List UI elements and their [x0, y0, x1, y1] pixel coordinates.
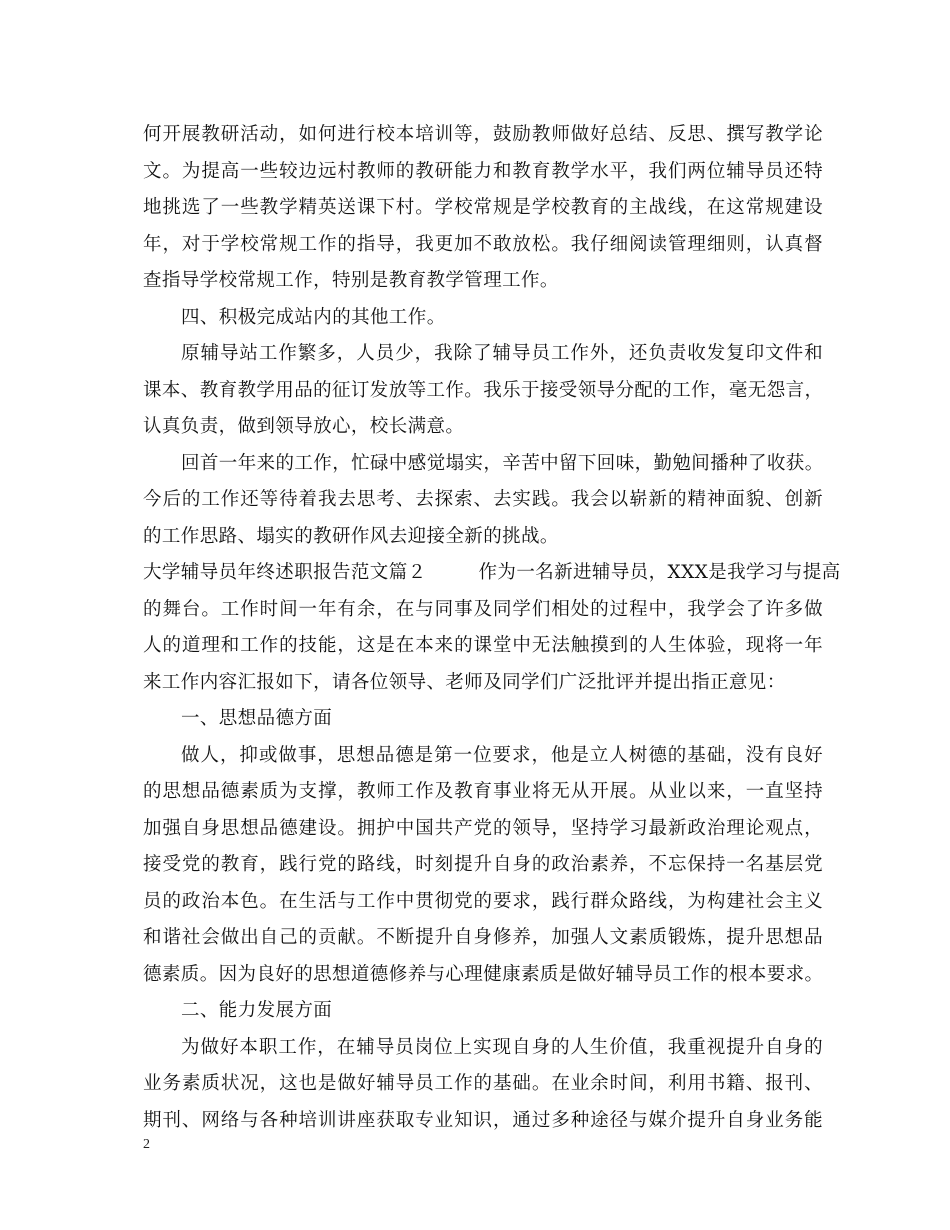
paragraph-line: 为做好本职工作，在辅导员岗位上实现自身的人生价值，我重视提升自身的	[181, 1036, 823, 1058]
paragraph-line: 加强自身思想品德建设。拥护中国共产党的领导，坚持学习最新政治理论观点，	[143, 817, 823, 839]
article-title-line	[143, 555, 841, 592]
section-heading: 一、思想品德方面	[181, 708, 333, 729]
paragraph-line: 的工作思路、塌实的教研作风去迎接全新的挑战。	[143, 525, 559, 547]
paragraph-line: 地挑选了一些教学精英送课下村。学校常规是学校教育的主战线，在这常规建设	[143, 197, 823, 218]
paragraph-line: 回首一年来的工作，忙碌中感觉塌实，辛苦中留下回味，勤勉间播种了收获。	[181, 452, 824, 474]
paragraph-line: 认真负责，做到领导放心，校长满意。	[143, 416, 465, 437]
section-heading: 二、能力发展方面	[181, 1000, 333, 1021]
article-intro: 作为一名新进辅导员，XXX是我学习与提高	[478, 562, 841, 583]
paragraph-line: 人的道理和工作的技能，这是在本来的课堂中无法触摸到的人生体验，现将一年	[143, 635, 823, 656]
paragraph-line: 员的政治本色。在生活与工作中贯彻党的要求，践行群众路线，为构建社会主义	[143, 890, 823, 912]
paragraph-line: 做人，抑或做事，思想品德是第一位要求，他是立人树德的基础，没有良好	[181, 744, 823, 766]
section-heading: 四、积极完成站内的其他工作。	[181, 306, 446, 328]
paragraph-line: 年，对于学校常规工作的指导，我更加不敢放松。我仔细阅读管理细则，认真督	[143, 233, 823, 255]
paragraph-line: 何开展教研活动，如何进行校本培训等，鼓励教师做好总结、反思、撰写教学论	[143, 124, 823, 145]
document-body	[143, 117, 841, 1139]
page-number: 2	[143, 1137, 150, 1152]
paragraph-line: 接受党的教育，践行党的路线，时刻提升自身的政治素养，不忘保持一名基层党	[143, 854, 823, 875]
paragraph-line: 的思想品德素质为支撑，教师工作及教育事业将无从开展。从业以来，一直坚持	[143, 781, 823, 802]
paragraph-line: 业务素质状况，这也是做好辅导员工作的基础。在业余时间，利用书籍、报刊、	[143, 1073, 823, 1094]
paragraph-line: 文。为提高一些较边远村教师的教研能力和教育教学水平，我们两位辅导员还特	[143, 160, 823, 182]
paragraph-line: 来工作内容汇报如下，请各位领导、老师及同学们广泛批评并提出指正意见：	[143, 671, 786, 693]
paragraph-line: 今后的工作还等待着我去思考、去探索、去实践。我会以崭新的精神面貌、创新	[143, 489, 823, 510]
paragraph-line: 期刊、网络与各种培训讲座获取专业知识，通过多种途径与媒介提升自身业务能	[143, 1109, 823, 1131]
paragraph-line: 课本、教育教学用品的征订发放等工作。我乐于接受领导分配的工作，毫无怨言，	[143, 379, 824, 401]
paragraph-line: 查指导学校常规工作，特别是教育教学管理工作。	[143, 270, 559, 291]
paragraph-line: 德素质。因为良好的思想道德修养与心理健康素质是做好辅导员工作的根本要求。	[143, 963, 824, 985]
article-title: 大学辅导员年终述职报告范文篇２	[143, 562, 427, 583]
paragraph-line: 原辅导站工作繁多，人员少，我除了辅导员工作外，还负责收发复印文件和	[181, 343, 823, 364]
paragraph-line: 和谐社会做出自己的贡献。不断提升自身修养，加强人文素质锻炼，提升思想品	[143, 927, 823, 948]
paragraph-line: 的舞台。工作时间一年有余，在与同事及同学们相处的过程中，我学会了许多做	[143, 598, 823, 620]
